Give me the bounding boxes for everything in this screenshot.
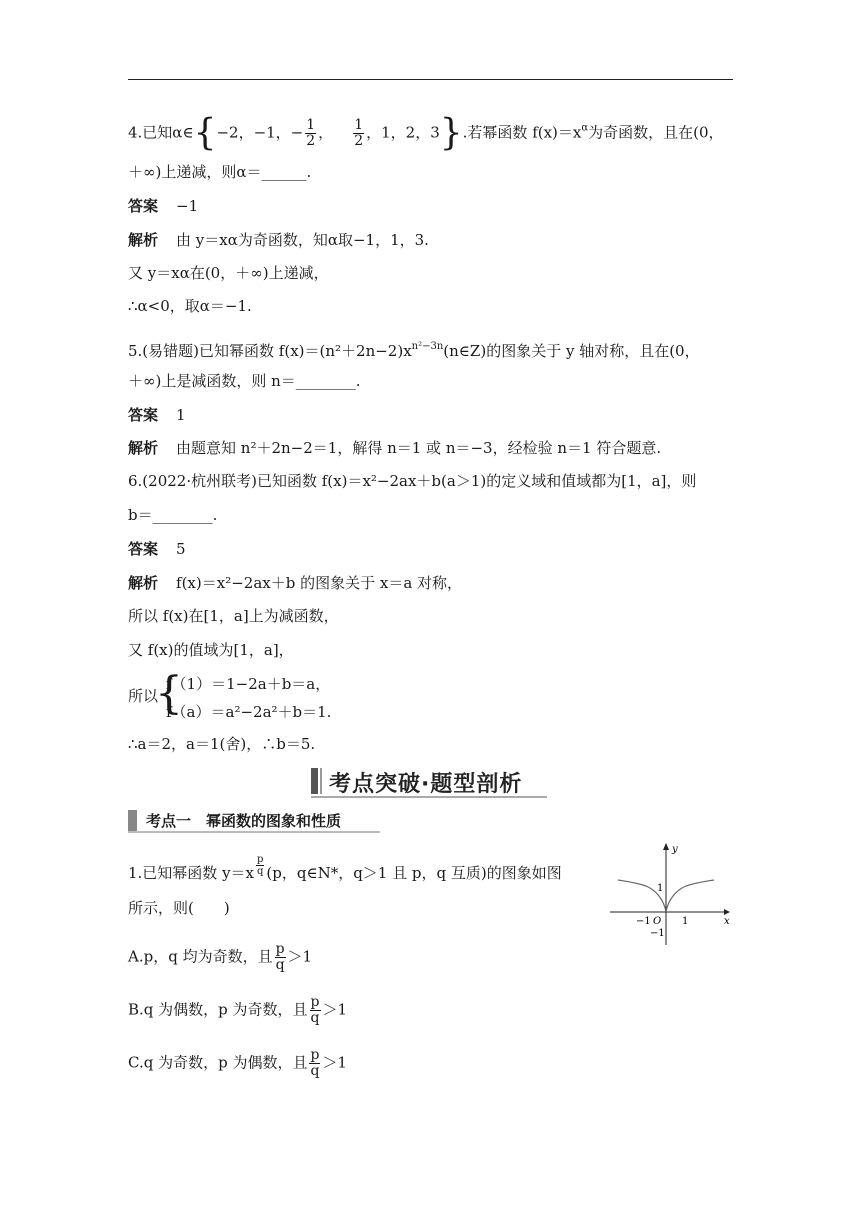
left-brace: {	[193, 112, 217, 154]
tick-y1: 1	[657, 883, 664, 894]
y-label: y	[672, 844, 678, 855]
q6-line2: b＝________.	[128, 506, 218, 524]
q4-exp: α	[581, 122, 589, 134]
option-fraction: $\frac{p}{q}$	[310, 994, 320, 1026]
tick-ym1: −1	[650, 928, 665, 939]
p1-line1: 1.已知幂函数 y＝x $\frac{p}{q}$ (p，q∈N*，q＞1 且 p，q 互质)的图象如图	[128, 854, 562, 882]
q5-answer	[128, 405, 186, 425]
answer-label: 答案	[128, 540, 159, 558]
analysis-label: 解析	[128, 231, 159, 249]
power-function-graph	[610, 840, 740, 950]
x-arrow-icon	[724, 909, 730, 915]
answer-value: −1	[176, 197, 199, 215]
option-b[interactable]: B.q 为偶数，p 为奇数，且 $\frac{p}{q}$ ＞1	[128, 994, 348, 1026]
answer-label: 答案	[128, 406, 159, 424]
p1-line2: 所示，则( )	[128, 899, 230, 917]
q4-mid: .若幂函数 f(x)＝x	[462, 123, 582, 142]
q4-set-sep: ，	[318, 123, 334, 142]
q4-analysis3: ∴α<0，取α＝−1.	[128, 297, 252, 315]
q4-set-b: ，1，2，3	[366, 123, 440, 142]
right-brace: }	[439, 112, 463, 154]
q4-prefix: 4.已知α∈	[128, 123, 194, 142]
exponent-fraction: $\frac{p}{q}$	[257, 854, 264, 877]
curve-right	[666, 880, 714, 912]
system-eq1: f（1）＝1−2a＋b＝a，	[166, 675, 331, 693]
analysis-label: 解析	[128, 574, 159, 592]
q4-analysis2: 又 y＝xα在(0，＋∞)上递减，	[128, 264, 329, 282]
x-label: x	[724, 916, 730, 927]
q5-line2: ＋∞)上是减函数，则 n＝________.	[128, 372, 361, 390]
top-rule	[128, 79, 733, 80]
fraction-neg-half: $\frac{1}{2}$	[306, 117, 316, 149]
q6-answer	[128, 539, 186, 559]
q6-conclusion: ∴a＝2，a＝1(舍)，∴b＝5.	[128, 735, 316, 753]
tick-xm1: −1	[636, 916, 651, 927]
section-banner	[311, 766, 547, 798]
q6-line1: 6.(2022·杭州联考)已知函数 f(x)＝x²−2ax＋b(a＞1)的定义域和值域都为[1，a]，则	[128, 472, 697, 490]
tick-x1: 1	[682, 916, 689, 927]
fraction-half: $\frac{1}{2}$	[354, 117, 364, 149]
section-underline	[128, 831, 380, 833]
analysis-label: 解析	[128, 439, 159, 457]
option-c[interactable]: C.q 为奇数，p 为偶数，且 $\frac{p}{q}$ ＞1	[128, 1047, 347, 1079]
q4-analysis1: 解析 由 y＝xα为奇函数，知α取−1，1，3.	[128, 231, 429, 249]
q6-system-prefix: 所以	[128, 687, 159, 705]
answer-label: 答案	[128, 197, 159, 215]
q5-analysis1: 解析 由题意知 n²＋2n−2＝1，解得 n＝1 或 n＝−3，经检验 n＝1 符合题意.	[128, 439, 662, 457]
banner-title: 考点突破·题型剖析	[329, 772, 523, 797]
y-arrow-icon	[663, 843, 669, 850]
system-brace: {	[155, 668, 183, 719]
option-fraction: $\frac{p}{q}$	[275, 941, 285, 973]
q4-set-a: −2，−1，−	[216, 123, 304, 142]
q6-analysis3: 又 f(x)的值域为[1，a]，	[128, 641, 294, 659]
q4-line1	[128, 112, 724, 154]
option-fraction: $\frac{p}{q}$	[310, 1047, 320, 1079]
q6-analysis2: 所以 f(x)在[1，a]上为减函数，	[128, 607, 339, 625]
answer-value: 1	[176, 406, 186, 424]
q5-exp: n²−3n	[411, 341, 444, 352]
q4-tail: 为奇函数，且在(0，	[588, 123, 724, 142]
q6-analysis1: 解析 f(x)＝x²−2ax＋b 的图象关于 x＝a 对称，	[128, 574, 463, 592]
section-title: 考点一 幂函数的图象和性质	[146, 812, 342, 830]
q4-answer	[128, 196, 198, 216]
q5-line1: 5.(易错题)已知幂函数 $f(x)=(n^2+2n-2)x^{n^2-3n}(n\in Z)$的图象关于 y 轴对称，且在(0，	[128, 341, 700, 360]
section-marker	[128, 810, 137, 832]
system-eq2: f（a）＝a²−2a²＋b＝1.	[166, 703, 332, 721]
option-a[interactable]: A.p，q 均为奇数，且 $\frac{p}{q}$ ＞1	[128, 941, 313, 973]
origin-label: O	[653, 916, 662, 927]
answer-value: 5	[176, 540, 186, 558]
q4-line2: ＋∞)上递减，则α＝______.	[128, 163, 312, 181]
